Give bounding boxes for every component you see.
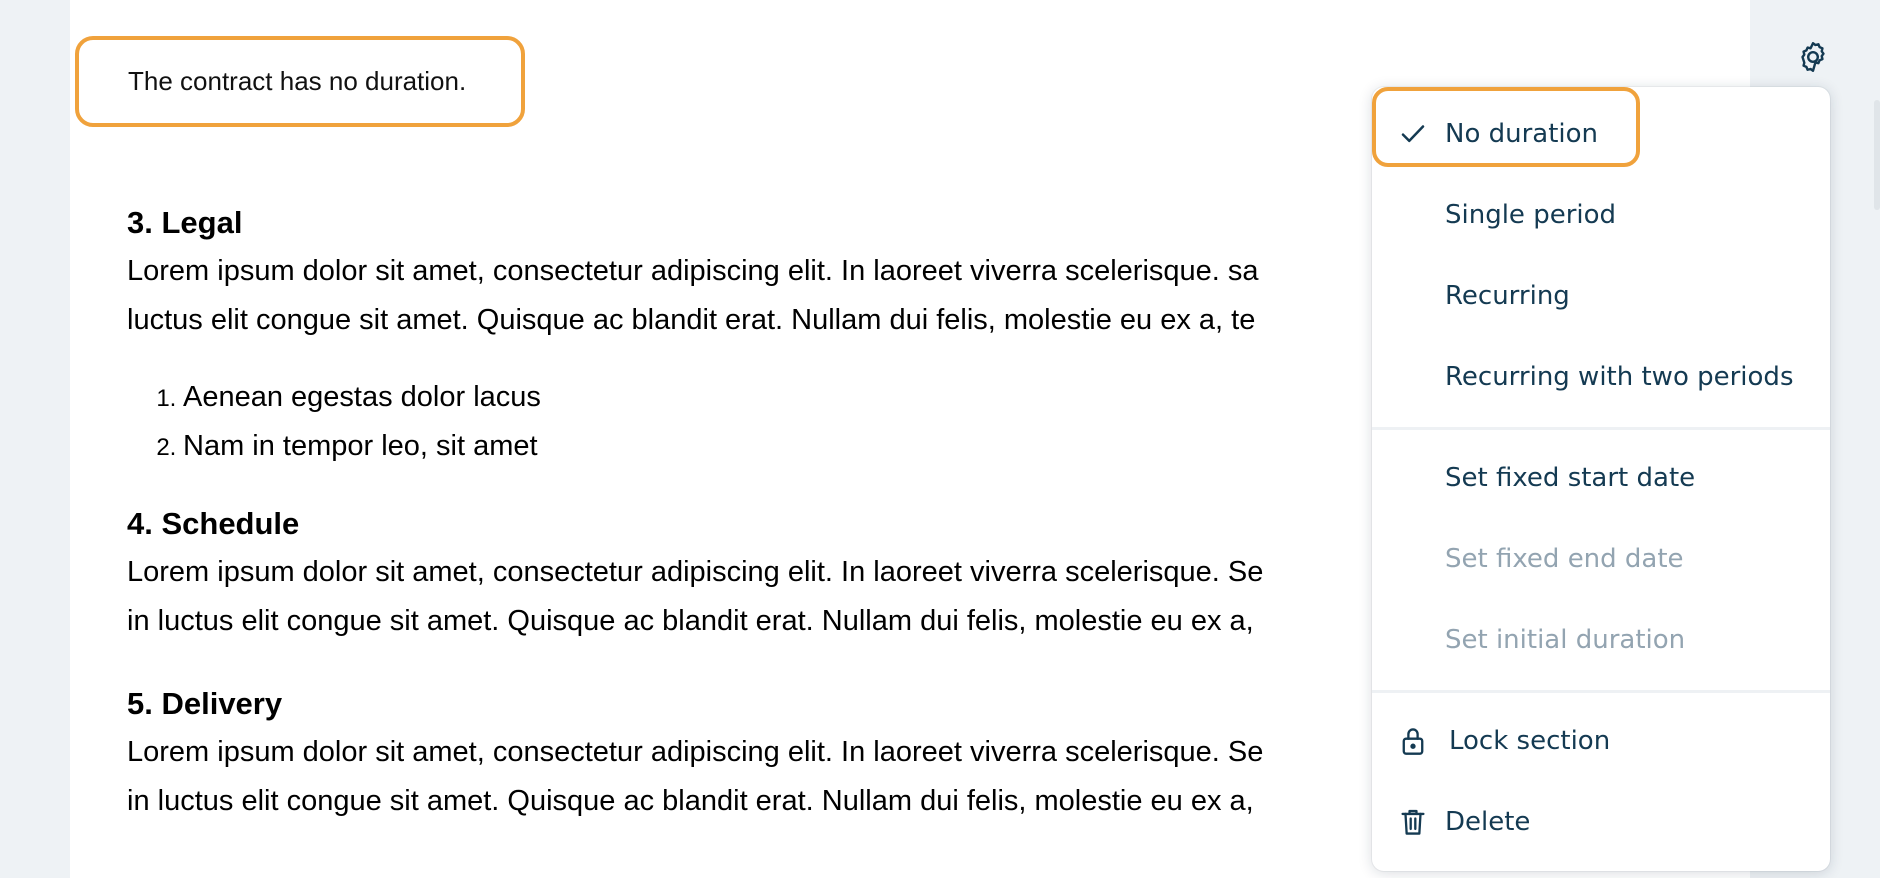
list-item: 1. Aenean egestas dolor lacus: [183, 373, 1367, 422]
menu-divider: [1372, 690, 1830, 693]
menu-item-recurring-two-periods[interactable]: [1372, 344, 1830, 410]
menu-item-label: Delete: [1445, 807, 1531, 837]
menu-item-set-fixed-end-date: [1372, 526, 1830, 592]
no-duration-callout: [75, 36, 525, 127]
section-delivery-line-2: in luctus elit congue sit amet. Quisque ac blandit erat. Nullam dui felis, molestie eu ex a,: [127, 785, 1254, 817]
section-legal-line-2: luctus elit congue sit amet. Quisque ac blandit erat. Nullam dui felis, molestie eu ex a, te: [127, 304, 1256, 336]
menu-item-label: Set fixed start date: [1445, 463, 1696, 493]
menu-item-no-duration[interactable]: [1372, 101, 1830, 167]
menu-item-delete[interactable]: [1372, 789, 1830, 855]
menu-divider: [1372, 427, 1830, 430]
section-schedule-line-1: Lorem ipsum dolor sit amet, consectetur adipiscing elit. In laoreet viverra scelerisque. Se: [127, 556, 1264, 588]
menu-item-set-initial-duration: [1372, 607, 1830, 673]
section-legal-line-1: Lorem ipsum dolor sit amet, consectetur adipiscing elit. In laoreet viverra scelerisque. sa: [127, 255, 1259, 287]
section-schedule-line-2: in luctus elit congue sit amet. Quisque ac blandit erat. Nullam dui felis, molestie eu ex a,: [127, 605, 1254, 637]
gear-icon: [1795, 39, 1831, 75]
menu-item-label: Recurring with two periods: [1445, 362, 1794, 392]
menu-item-label: Set fixed end date: [1445, 544, 1684, 574]
document-content: [127, 198, 1367, 826]
section-heading-schedule: 4. Schedule: [127, 506, 300, 541]
menu-item-label: Single period: [1445, 200, 1617, 230]
trash-icon: [1396, 805, 1430, 839]
section-heading-delivery: 5. Delivery: [127, 686, 283, 721]
callout-text: The contract has no duration.: [128, 66, 467, 96]
menu-item-lock-section[interactable]: [1372, 708, 1830, 774]
check-icon: [1396, 117, 1430, 151]
menu-item-single-period[interactable]: [1372, 182, 1830, 248]
menu-item-label: Lock section: [1449, 726, 1611, 756]
section-delivery-line-1: Lorem ipsum dolor sit amet, consectetur adipiscing elit. In laoreet viverra scelerisque. Se: [127, 736, 1264, 768]
legal-list: [127, 373, 1367, 471]
menu-item-label: No duration: [1445, 119, 1599, 149]
section-heading-legal: 3. Legal: [127, 205, 243, 240]
settings-button[interactable]: [1794, 38, 1832, 76]
menu-item-recurring[interactable]: [1372, 263, 1830, 329]
scrollbar[interactable]: [1874, 100, 1880, 210]
menu-item-label: Set initial duration: [1445, 625, 1686, 655]
menu-item-set-fixed-start-date[interactable]: [1372, 445, 1830, 511]
section-options-menu: [1372, 87, 1830, 871]
menu-item-label: Recurring: [1445, 281, 1570, 311]
list-item: 2. Nam in tempor leo, sit amet: [183, 422, 1367, 471]
lock-icon: [1396, 724, 1430, 758]
